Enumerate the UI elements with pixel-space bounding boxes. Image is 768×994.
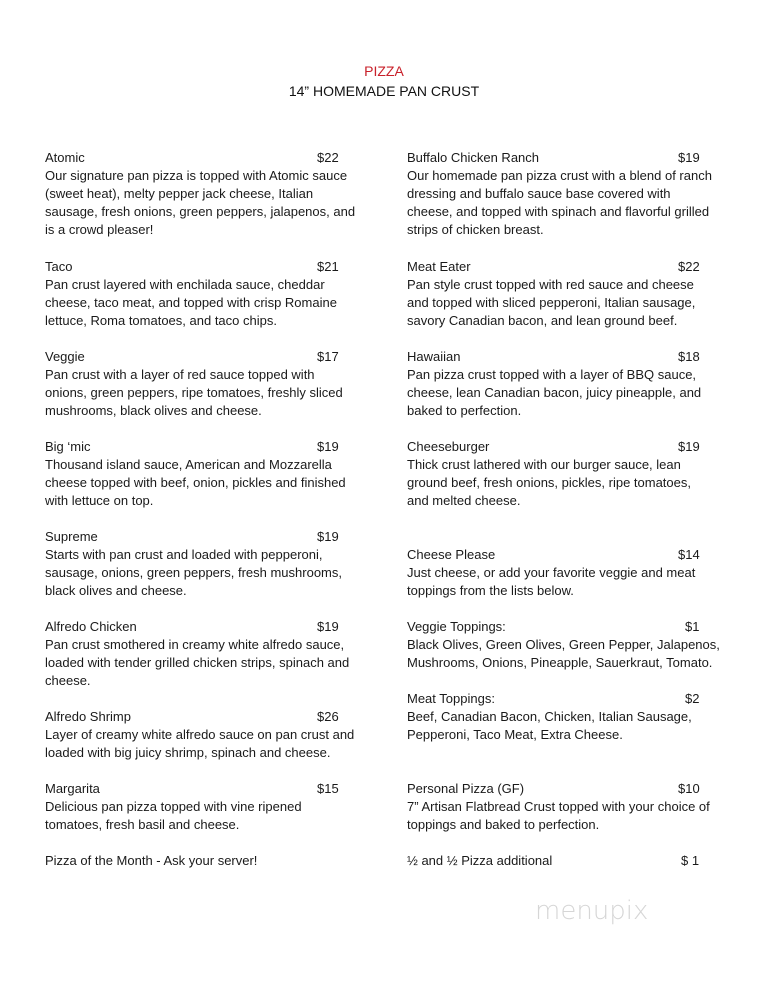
item-description-line: Pan crust smothered in creamy white alfredo sauce, xyxy=(45,637,345,652)
menu-subtitle: 14” HOMEMADE PAN CRUST xyxy=(288,83,480,99)
item-name: ½ and ½ Pizza additional xyxy=(407,853,553,868)
item-description-line: Our signature pan pizza is topped with Atomic sauce xyxy=(45,168,348,183)
item-price: $19 xyxy=(317,439,339,454)
item-description-line: Pan pizza crust topped with a layer of BBQ sauce, xyxy=(407,367,697,382)
item-description-line: black olives and cheese. xyxy=(45,583,187,598)
menu-item xyxy=(45,149,375,239)
item-price: $17 xyxy=(317,349,339,364)
item-price: $22 xyxy=(678,259,700,274)
item-name: Taco xyxy=(45,259,73,274)
item-price: $19 xyxy=(317,529,339,544)
item-description-line: Delicious pan pizza topped with vine ripened xyxy=(45,799,302,814)
item-description-line: Pan style crust topped with red sauce and cheese xyxy=(407,277,694,292)
item-price: $ 1 xyxy=(681,853,700,868)
menu-item xyxy=(407,149,737,239)
item-price: $19 xyxy=(678,439,700,454)
item-name: Veggie Toppings: xyxy=(407,619,506,634)
item-description-line: tomatoes, fresh basil and cheese. xyxy=(45,817,240,832)
item-description-line: loaded with tender grilled chicken strips, spinach and xyxy=(45,655,350,670)
item-price: $18 xyxy=(678,349,700,364)
item-name: Atomic xyxy=(45,150,85,165)
watermark-logo: menupix xyxy=(535,896,649,926)
item-description-line: Pan crust layered with enchilada sauce, cheddar xyxy=(45,277,325,292)
item-description-line: 7” Artisan Flatbread Crust topped with your choice of xyxy=(407,799,710,814)
item-price: $21 xyxy=(317,259,339,274)
item-description-line: cheese. xyxy=(45,673,91,688)
item-description-line: Beef, Canadian Bacon, Chicken, Italian Sausage, xyxy=(407,709,692,724)
menu-item xyxy=(45,348,375,420)
item-description-line: Our homemade pan pizza crust with a blend of ranch xyxy=(407,168,712,183)
item-name: Alfredo Shrimp xyxy=(45,709,131,724)
item-description-line: is a crowd pleaser! xyxy=(45,222,154,237)
item-name: Cheeseburger xyxy=(407,439,490,454)
menu-item xyxy=(407,438,737,510)
item-name: Supreme xyxy=(45,529,98,544)
item-description-line: savory Canadian bacon, and lean ground beef. xyxy=(407,313,678,328)
item-description-line: Pan crust with a layer of red sauce topped with xyxy=(45,367,315,382)
item-name: Alfredo Chicken xyxy=(45,619,137,634)
item-name: Personal Pizza (GF) xyxy=(407,781,525,796)
item-description-line: cheese, and topped with spinach and flavorful grilled xyxy=(407,204,710,219)
item-description-line: Pepperoni, Taco Meat, Extra Cheese. xyxy=(407,727,623,742)
item-description-line: onions, green peppers, ripe tomatoes, freshly sliced xyxy=(45,385,343,400)
menu-item xyxy=(407,852,737,870)
item-description-line: strips of chicken breast. xyxy=(407,222,544,237)
item-price: $1 xyxy=(685,619,700,634)
item-name: Pizza of the Month - Ask your server! xyxy=(45,853,258,868)
item-description-line: cheese topped with beef, onion, pickles and finished xyxy=(45,475,346,490)
item-name: Big ‘mic xyxy=(45,439,91,454)
item-description-line: cheese, taco meat, and topped with crisp Romaine xyxy=(45,295,337,310)
menu-item xyxy=(407,618,737,672)
item-description-line: Thousand island sauce, American and Mozzarella xyxy=(45,457,332,472)
item-name: Margarita xyxy=(45,781,100,796)
item-description-line: Starts with pan crust and loaded with pepperoni, xyxy=(45,547,323,562)
menu-item xyxy=(45,618,375,690)
item-name: Meat Toppings: xyxy=(407,691,495,706)
item-name: Hawaiian xyxy=(407,349,461,364)
item-description-line: Layer of creamy white alfredo sauce on pan crust and xyxy=(45,727,355,742)
menu-item xyxy=(407,258,737,330)
menu-item xyxy=(45,780,375,834)
item-description-line: toppings and baked to perfection. xyxy=(407,817,600,832)
item-description-line: Mushrooms, Onions, Pineapple, Sauerkraut, Tomato. xyxy=(407,655,713,670)
item-description-line: mushrooms, black olives and cheese. xyxy=(45,403,262,418)
menu-item xyxy=(407,348,737,420)
item-description-line: sausage, onions, green peppers, fresh mushrooms, xyxy=(45,565,343,580)
menu-title: PIZZA xyxy=(364,63,404,79)
item-price: $10 xyxy=(678,781,700,796)
item-description-line: and melted cheese. xyxy=(407,493,521,508)
item-description-line: (sweet heat), melty pepper jack cheese, Italian xyxy=(45,186,314,201)
item-name: Cheese Please xyxy=(407,547,496,562)
item-description-line: sausage, fresh onions, green peppers, jalapenos, and xyxy=(45,204,356,219)
menu-item xyxy=(45,438,375,510)
item-description-line: Black Olives, Green Olives, Green Pepper, Jalapenos, xyxy=(407,637,720,652)
menu-item xyxy=(45,528,375,600)
item-price: $22 xyxy=(317,150,339,165)
item-description-line: with lettuce on top. xyxy=(45,493,154,508)
item-price: $19 xyxy=(678,150,700,165)
item-description-line: and topped with sliced pepperoni, Italian sausage, xyxy=(407,295,696,310)
item-description-line: cheese, lean Canadian bacon, juicy pineapple, and xyxy=(407,385,702,400)
item-price: $26 xyxy=(317,709,339,724)
item-price: $15 xyxy=(317,781,339,796)
item-name: Meat Eater xyxy=(407,259,471,274)
menu-item xyxy=(45,708,375,762)
item-name: Buffalo Chicken Ranch xyxy=(407,150,540,165)
item-description-line: Just cheese, or add your favorite veggie and meat xyxy=(407,565,696,580)
menu-item xyxy=(45,852,375,870)
item-description-line: baked to perfection. xyxy=(407,403,522,418)
item-description-line: lettuce, Roma tomatoes, and taco chips. xyxy=(45,313,277,328)
item-description-line: ground beef, fresh onions, pickles, ripe tomatoes, xyxy=(407,475,691,490)
menu-item xyxy=(407,690,737,744)
item-price: $19 xyxy=(317,619,339,634)
item-price: $14 xyxy=(678,547,700,562)
menu-item xyxy=(45,258,375,330)
item-price: $2 xyxy=(685,691,700,706)
item-description-line: Thick crust lathered with our burger sauce, lean xyxy=(407,457,681,472)
item-name: Veggie xyxy=(45,349,85,364)
item-description-line: loaded with big juicy shrimp, spinach and cheese. xyxy=(45,745,331,760)
menu-item xyxy=(407,546,737,600)
item-description-line: toppings from the lists below. xyxy=(407,583,574,598)
item-description-line: dressing and buffalo sauce base covered with xyxy=(407,186,671,201)
menu-item xyxy=(407,780,737,834)
